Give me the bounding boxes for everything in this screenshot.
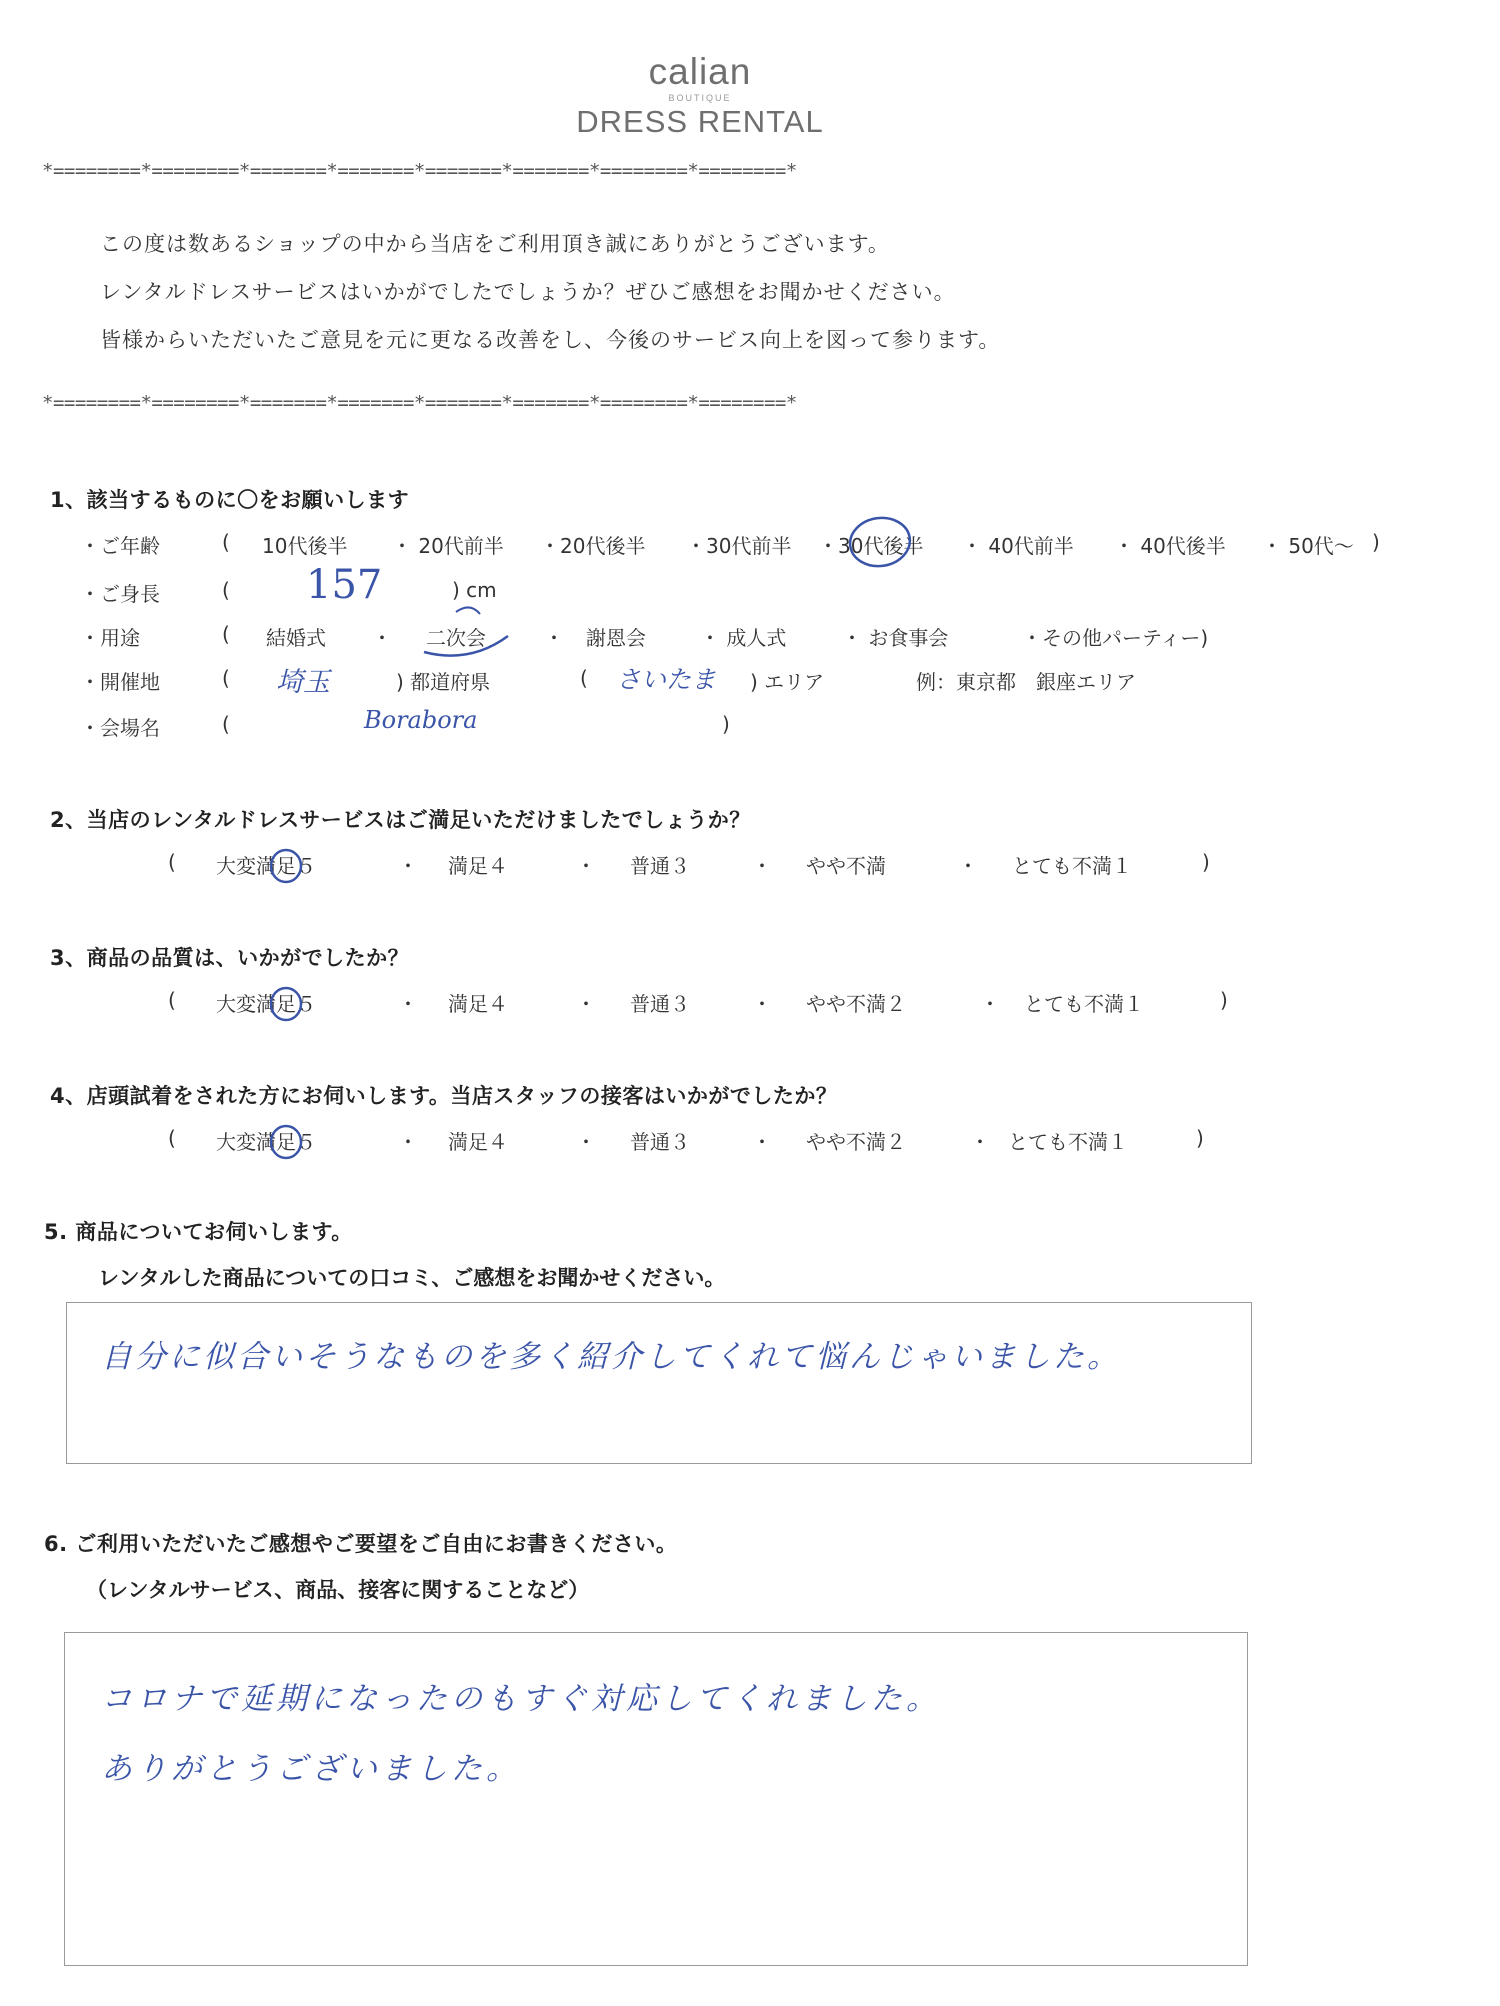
q4-option[interactable]: 普通３ xyxy=(630,1130,690,1154)
purpose-label: ・用途 xyxy=(80,626,140,650)
q2-selection-circle xyxy=(271,850,301,882)
divider-top: *========*========*=======*=======*=======*=======*========*========* xyxy=(42,160,797,182)
height-label: ・ご身長 xyxy=(80,582,160,606)
q4-separator: ・ xyxy=(576,1130,596,1154)
purpose-option-selected[interactable]: 二次会 xyxy=(426,626,486,650)
q1-heading: 1、該当するものに〇をお願いします xyxy=(50,488,410,512)
height-unit: ) cm xyxy=(452,578,497,602)
age-close-paren: ) xyxy=(1372,530,1380,554)
q4-heading: 4、店頭試着をされた方にお伺いします。当店スタッフの接客はいかがでしたか？ xyxy=(50,1084,838,1108)
q3-separator: ・ xyxy=(980,992,1000,1016)
q3-open-paren: ( xyxy=(168,988,176,1012)
q3-separator: ・ xyxy=(752,992,772,1016)
age-option[interactable]: ・20代後半 xyxy=(540,534,646,558)
q2-separator: ・ xyxy=(752,854,772,878)
q4-separator: ・ xyxy=(752,1130,772,1154)
intro-line-2: レンタルドレスサービスはいかがでしたでしょうか？ぜひご感想をお聞かせください。 xyxy=(100,280,956,304)
purpose-separator: ・ xyxy=(372,626,392,650)
q4-option-selected[interactable]: 大変満足５ xyxy=(216,1130,316,1154)
area-open-paren: ( xyxy=(580,666,588,690)
q3-selection-circle xyxy=(271,988,301,1020)
venue-name-open-paren: ( xyxy=(222,712,230,736)
q2-separator: ・ xyxy=(958,854,978,878)
age-option[interactable]: ・30代前半 xyxy=(686,534,792,558)
purpose-separator: ・ xyxy=(544,626,564,650)
q6-heading: 6. ご利用いただいたご感想やご要望をご自由にお書きください。 xyxy=(44,1532,678,1556)
height-value[interactable]: 157 xyxy=(306,562,383,608)
q2-option[interactable]: やや不満 xyxy=(806,854,886,878)
q2-option-selected[interactable]: 大変満足５ xyxy=(216,854,316,878)
q5-heading: 5. 商品についてお伺いします。 xyxy=(44,1220,353,1244)
prefecture-value[interactable]: 埼玉 xyxy=(276,667,330,698)
age-option[interactable]: 10代後半 xyxy=(262,534,348,558)
q3-option[interactable]: とても不満１ xyxy=(1024,992,1144,1016)
q2-heading: 2、当店のレンタルドレスサービスはご満足いただけましたでしょうか？ xyxy=(50,808,751,832)
area-suffix: ) エリア xyxy=(750,670,825,694)
q4-separator: ・ xyxy=(970,1130,990,1154)
purpose-open-paren: ( xyxy=(222,622,230,646)
q4-close-paren: ) xyxy=(1196,1126,1204,1150)
q5-answer-text: 自分に似合いそうなものを多く紹介してくれて悩んじゃいました。 xyxy=(101,1339,1121,1375)
intro-line-1: この度は数あるショップの中から当店をご利用頂き誠にありがとうございます。 xyxy=(100,232,890,256)
age-option[interactable]: ・ 20代前半 xyxy=(392,534,504,558)
q3-separator: ・ xyxy=(576,992,596,1016)
q4-open-paren: ( xyxy=(168,1126,176,1150)
age-option[interactable]: ・ 50代～ xyxy=(1262,534,1354,558)
prefecture-open-paren: ( xyxy=(222,666,230,690)
q3-option[interactable]: やや不満２ xyxy=(806,992,906,1016)
brand-logo-text: calian xyxy=(648,51,752,92)
q2-option[interactable]: 普通３ xyxy=(630,854,690,878)
age-label: ・ご年齢 xyxy=(80,534,160,558)
height-open-paren: ( xyxy=(222,578,230,602)
q2-separator: ・ xyxy=(576,854,596,878)
q3-close-paren: ) xyxy=(1220,988,1228,1012)
venue-name-close-paren: ) xyxy=(722,712,730,736)
purpose-selection-mark xyxy=(424,636,508,656)
q5-subheading: レンタルした商品についての口コミ、ご感想をお聞かせください。 xyxy=(98,1266,726,1290)
age-selection-circle xyxy=(847,514,913,570)
q2-separator: ・ xyxy=(398,854,418,878)
q3-option[interactable]: 満足４ xyxy=(448,992,508,1016)
q4-option[interactable]: 満足４ xyxy=(448,1130,508,1154)
age-option[interactable]: ・ 40代前半 xyxy=(962,534,1074,558)
q4-selection-circle xyxy=(271,1126,301,1158)
q6-subheading: （レンタルサービス、商品、接客に関することなど） xyxy=(86,1578,590,1602)
divider-bottom: *========*========*=======*=======*=======*=======*========*========* xyxy=(42,392,797,414)
q3-separator: ・ xyxy=(398,992,418,1016)
purpose-option[interactable]: ・ 成人式 xyxy=(700,626,787,650)
age-option-selected[interactable]: ・30代後半 xyxy=(818,534,924,558)
purpose-option[interactable]: 謝恩会 xyxy=(586,626,646,650)
q3-option-selected[interactable]: 大変満足５ xyxy=(216,992,316,1016)
q2-open-paren: ( xyxy=(168,850,176,874)
q4-option[interactable]: やや不満２ xyxy=(806,1130,906,1154)
q2-option[interactable]: 満足４ xyxy=(448,854,508,878)
venue-name-value[interactable]: Borabora xyxy=(364,706,478,734)
purpose-option[interactable]: ・その他パーティー) xyxy=(1022,626,1209,650)
prefecture-suffix: ) 都道府県 xyxy=(396,670,491,694)
q6-answer-line: コロナで延期になったのもすぐ対応してくれました。 xyxy=(101,1681,941,1717)
intro-line-3: 皆様からいただいたご意見を元に更なる改善をし、今後のサービス向上を図って参ります。 xyxy=(100,328,1001,352)
q2-option[interactable]: とても不満１ xyxy=(1012,854,1132,878)
q6-answer-line: ありがとうございました。 xyxy=(101,1751,521,1787)
q4-option[interactable]: とても不満１ xyxy=(1008,1130,1128,1154)
venue-area-label: ・開催地 xyxy=(80,670,160,694)
purpose-option[interactable]: 結婚式 xyxy=(266,626,326,650)
form-title: DRESS RENTAL xyxy=(576,104,824,139)
venue-name-label: ・会場名 xyxy=(80,716,160,740)
brand-sub-text: BOUTIQUE xyxy=(668,93,732,103)
q3-heading: 3、商品の品質は、いかがでしたか？ xyxy=(50,946,410,970)
age-option[interactable]: ・ 40代後半 xyxy=(1114,534,1226,558)
purpose-option[interactable]: ・ お食事会 xyxy=(842,626,949,650)
q3-option[interactable]: 普通３ xyxy=(630,992,690,1016)
age-open-paren: ( xyxy=(222,530,230,554)
venue-example: 例：東京都 銀座エリア xyxy=(916,670,1136,694)
q2-close-paren: ) xyxy=(1202,850,1210,874)
area-value[interactable]: さいたま xyxy=(616,665,717,694)
purpose-selection-mark-tick xyxy=(456,607,480,614)
q4-separator: ・ xyxy=(398,1130,418,1154)
